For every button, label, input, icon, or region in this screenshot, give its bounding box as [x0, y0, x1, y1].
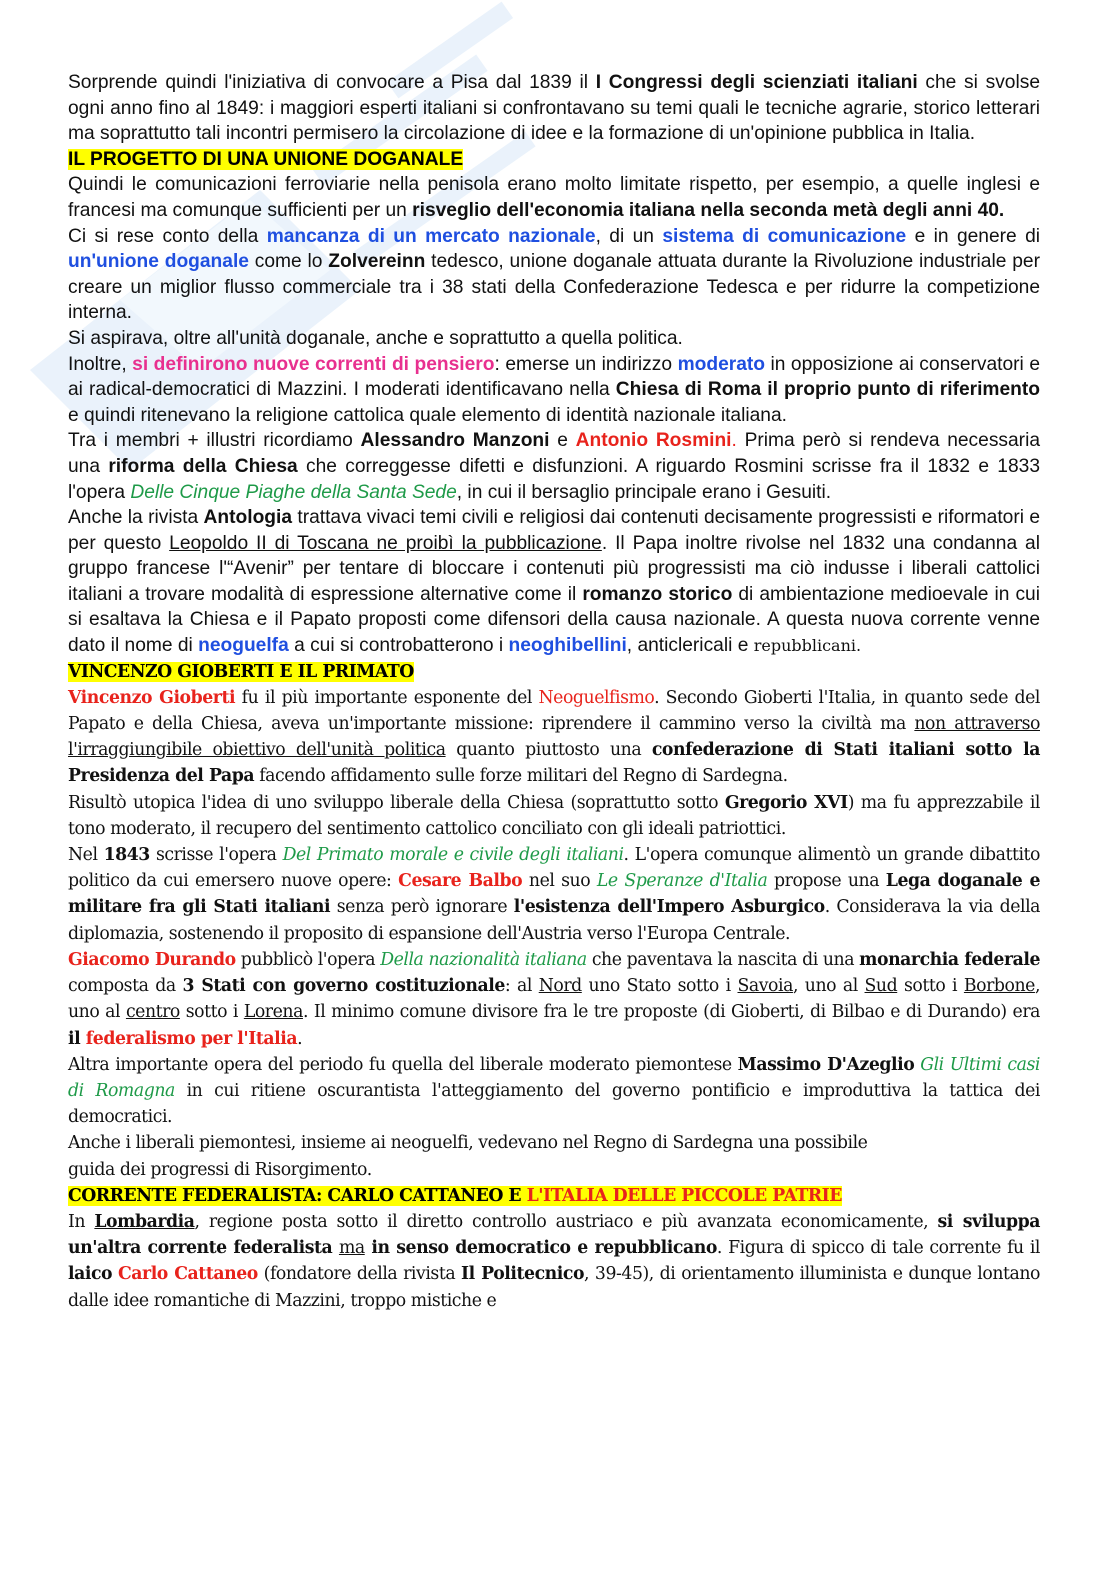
paragraph-piedmont-liberals: Anche i liberali piemontesi, insieme ai neoguelfi, vedevano nel Regno di Sardegna una possibile guida dei progressi di Risorgimento. [68, 1133, 868, 1180]
paragraph-currents-of-thought: Inoltre, si definirono nuove correnti di pensiero: emerse un indirizzo moderato in opposizione ai conservatori e ai radical-democratici di Mazzini. I moderati identificavano nella Chiesa di Roma il proprio punto di riferimento e quindi ritenevano la religione cattolica quale elemento di identità nazionale italiana. [68, 353, 1040, 426]
heading-customs-union: IL PROGETTO DI UNA UNIONE DOGANALE [68, 148, 464, 170]
paragraph-national-market: Ci si rese conto della mancanza di un mercato nazionale, di un sistema di comunicazione e in genere di un'unione doganale come lo Zolvereinn tedesco, unione doganale attuata durante la Rivoluzione industriale per creare un miglior flusso commerciale tra i 38 stati della Confederazione Tedesca e per ridurre la competizione interna. [68, 225, 1041, 324]
paragraph-primato-balbo: Nel 1843 scrisse l'opera Del Primato morale e civile degli italiani. L'opera comunque alimentò un grande dibattito politico da cui emersero nuove opere: Cesare Balbo nel suo Le Speranze d'Italia propose una Lega doganale e militare fra gli Stati italiani senza però ignorare l'esistenza dell'Impero Asburgico. Considerava la via della diplomazia, sostenendo il proposito di espansione dell'Austria verso l'Europa Centrale. [68, 845, 1041, 944]
heading-federalist-current: CORRENTE FEDERALISTA: CARLO CATTANEO E L'ITALIA DELLE PICCOLE PATRIE [68, 1185, 842, 1206]
paragraph-political-unity: Si aspirava, oltre all'unità doganale, anche e soprattutto a quella politica. [68, 327, 683, 349]
document-body [68, 70, 1040, 1314]
paragraph-gioberti: Vincenzo Gioberti fu il più importante esponente del Neoguelfismo. Secondo Gioberti l'Italia, in quanto sede del Papato e della Chiesa, aveva un'importante missione: riprendere il cammino verso la civiltà ma non attraverso l'irraggiungibile obiettivo dell'unità politica quanto piuttosto una confederazione di Stati italiani sotto la Presidenza del Papa facendo affidamento sulle forze militari del Regno di Sardegna. [68, 687, 1040, 787]
paragraph-utopian-idea: Risultò utopica l'idea di uno sviluppo liberale della Chiesa (soprattutto sotto Gregorio XVI) ma fu apprezzabile il tono moderato, il recupero del sentimento cattolico conciliato con gli ideali patriottici. [68, 792, 1040, 839]
paragraph-railways: Quindi le comunicazioni ferroviarie nella penisola erano molto limitate rispetto, per esempio, a quelle inglesi e francesi ma comunque sufficienti per un risveglio dell'economia italiana nella seconda metà degli anni 40. [68, 174, 1040, 221]
heading-gioberti: VINCENZO GIOBERTI E IL PRIMATO [68, 661, 414, 682]
paragraph-scientists-congress: Sorprende quindi l'iniziativa di convocare a Pisa dal 1839 il I Congressi degli scienziati italiani che si svolse ogni anno fino al 1849: i maggiori esperti italiani si confrontavano su temi quali le tecniche agrarie, storico letterari ma soprattutto tali incontri permisero la circolazione di idee e la formazione di un'opinione pubblica in Italia. [68, 72, 1041, 145]
paragraph-manzoni-rosmini: Tra i membri + illustri ricordiamo Alessandro Manzoni e Antonio Rosmini. Prima però si rendeva necessaria una riforma della Chiesa che correggesse difetti e disfunzioni. A riguardo Rosmini scrisse fra il 1832 e 1833 l'opera Delle Cinque Piaghe della Santa Sede, in cui il bersaglio principale erano i Gesuiti. [68, 430, 1041, 503]
paragraph-antologia: Anche la rivista Antologia trattava vivaci temi civili e religiosi dai contenuti decisamente progressisti e riformatori e per questo Leopoldo II di Toscana ne proibì la pubblicazione. Il Papa inoltre rivolse nel 1832 una condanna al gruppo francese l'“Avenir” per tentare di bloccare i contenuti più progressisti ma ciò indusse i liberali cattolici italiani a trovare modalità di espressione alternative come il romanzo storico di ambientazione medioevale in cui si esaltava la Chiesa e il Papato proposti come difensori della causa nazionale. A questa nuova corrente venne dato il nome di neoguelfa a cui si controbatterono i neoghibellini, anticlericali e repubblicani. [68, 507, 1041, 657]
paragraph-dazeglio: Altra importante opera del periodo fu quella del liberale moderato piemontese Massimo D'Azeglio Gli Ultimi casi di Romagna in cui ritiene oscurantista l'atteggiamento del governo pontificio e improduttiva la tattica dei democratici. [68, 1054, 1040, 1128]
paragraph-cattaneo: In Lombardia, regione posta sotto il diretto controllo austriaco e più avanzata economicamente, si sviluppa un'altra corrente federalista ma in senso democratico e repubblicano. Figura di spicco di tale corrente fu il laico Carlo Cattaneo (fondatore della rivista Il Politecnico, 39-45), di orientamento illuminista e dunque lontano dalle idee romantiche di Mazzini, troppo mistiche e [68, 1211, 1040, 1311]
paragraph-durando: Giacomo Durando pubblicò l'opera Della nazionalità italiana che paventava la nascita di una monarchia federale composta da 3 Stati con governo costituzionale: al Nord uno Stato sotto i Savoia, uno al Sud sotto i Borbone, uno al centro sotto i Lorena. Il minimo comune divisore fra le tre proposte (di Gioberti, di Bilbao e di Durando) era il federalismo per l'Italia. [68, 949, 1040, 1049]
